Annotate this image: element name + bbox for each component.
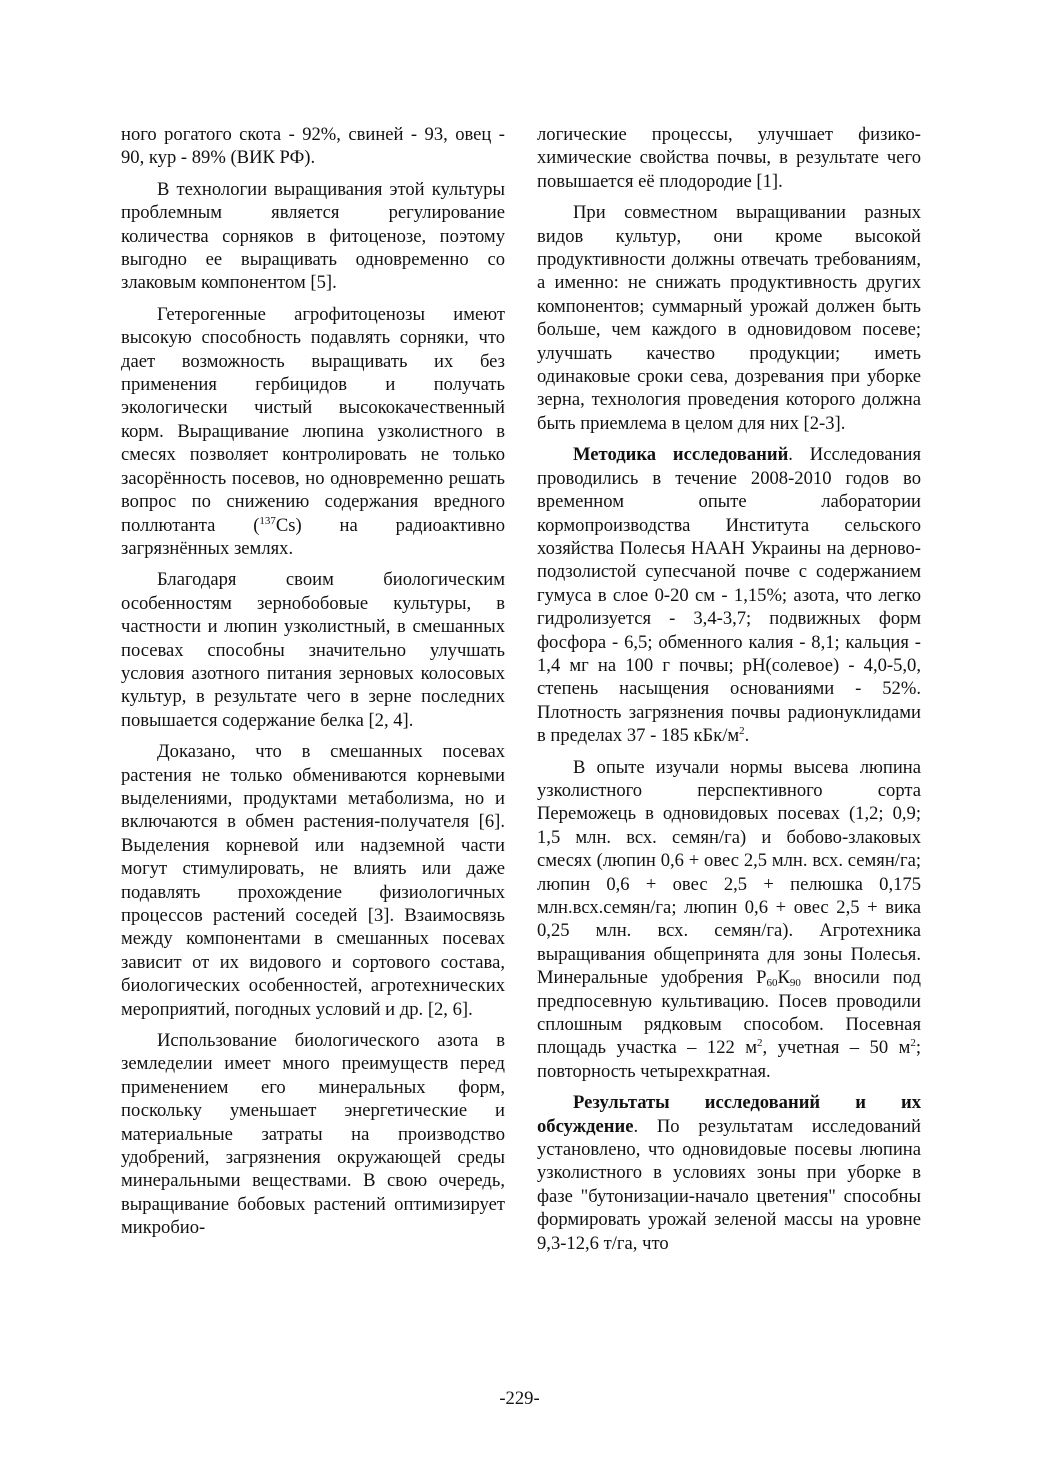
page-number: -229- xyxy=(499,1388,540,1409)
superscript: 137 xyxy=(259,514,276,527)
paragraph: Благодаря своим биологическим особенностям зернобобовые культуры, в частности и люпин узколистный, в смешанных посевах способны значительно улучшать условия азотного питания зерновых колосовых культур, в результате чего в зерне последних повышается содержание белка [2, 4]. xyxy=(121,569,505,731)
paragraph-text: К xyxy=(777,967,790,989)
paragraph xyxy=(537,756,921,1084)
paragraph-text: Cs) на радиоактивно загрязнённых землях. xyxy=(121,514,505,559)
subscript: 60 xyxy=(766,977,778,990)
paragraph: Использование биологического азота в земледелии имеет много преимуществ перед применением его минеральных форм, поскольку уменьшает энергетические и материальные затраты на производство удобрений, загрязнения окружающей среды минеральными веществами. В свою очередь, выращивание бобовых растений оптимизирует микробио- xyxy=(121,1030,505,1239)
paragraph-text: вносили под предпосевную культивацию. Посев проводили сплошным рядковым способом. Посевная площадь участка – 122 м xyxy=(537,967,921,1059)
left-column xyxy=(121,123,505,1248)
paragraph-text: . По результатам исследований установлено, что одновидовые посевы люпина узколистного в условиях зоны при уборке в фазе "бутонизации-начало цветения" способны формировать урожай зеленой массы на уровне 9,3-12,6 т/га, что xyxy=(537,1115,921,1254)
paragraph-text: . xyxy=(744,725,750,747)
paragraph: логические процессы, улучшает физико-химические свойства почвы, в результате чего повышается её плодородие [1]. xyxy=(537,124,921,192)
paragraph: При совместном выращивании разных видов культур, они кроме высокой продуктивности должны отвечать требованиям, а именно: не снижать продуктивность других компонентов; суммарный урожай должен быть больше, чем каждого в одновидовом посеве; улучшать качество продукции; иметь одинаковые сроки сева, дозревания при уборке зерна, технология проведения которого должна быть приемлема в целом для них [2-3]. xyxy=(537,202,921,434)
section-heading: Результаты исследований и их обсуждение xyxy=(537,1092,921,1137)
paragraph-text: , учетная – 50 м xyxy=(762,1037,911,1059)
superscript: 2 xyxy=(757,1037,763,1050)
paragraph xyxy=(537,443,921,747)
paragraph: В технологии выращивания этой культуры проблемным является регулирование количества сорняков в фитоценозе, поэтому выгодно ее выращивать одновременно со злаковым компонентом [5]. xyxy=(121,178,505,294)
paragraph-text: . Исследования проводились в течение 2008-2010 годов во временном опыте лаборатории кормопроизводства Института сельского хозяйства Полесья НААН Украины на дерново-подзолистой супесчаной почве с содержанием гумуса в слое 0-20 см - 1,15%; азота, что легко гидролизуется - 3,4-3,7; подвижных форм фосфора - 6,5; обменного калия - 8,1; кальция - 1,4 мг на 100 г почвы; рН(солевое) - 4,0-5,0, степень насыщения основаниями - 52%. Плотность загрязнения почвы радионуклидами в пределах 37 - 185 кБк/м xyxy=(537,444,921,747)
paragraph-text: В опыте изучали нормы высева люпина узколистного перспективного сорта Переможець в одновидовых посевах (1,2; 0,9; 1,5 млн. всх. семян/га) и бобово-злаковых смесях (люпин 0,6 + овес 2,5 млн. всх. семян/га; люпин 0,6 + овес 2,5 + пелюшка 0,175 млн.всх.семян/га; люпин 0,6 + овес 2,5 + вика 0,25 млн. всх. семян/га). Агротехника выращивания общепринята для зоны Полесья. Минеральные удобрения Р xyxy=(537,756,921,989)
paragraph xyxy=(121,303,505,560)
superscript: 2 xyxy=(739,725,745,738)
subscript: 90 xyxy=(789,977,801,990)
paragraph-text: Гетерогенные агрофитоценозы имеют высокую способность подавлять сорняки, что дает возможность выращивать их без применения гербицидов и получать экологически чистый высококачественный корм. Выращивание люпина узколистного в смесях позволяет контролировать не только засорённость посевов, но одновременно решать вопрос по снижению содержания вредного поллютанта ( xyxy=(121,303,505,536)
paragraph-text: ; повторность четырехкратная. xyxy=(537,1037,922,1082)
right-column xyxy=(537,123,921,1263)
paragraph: Доказано, что в смешанных посевах растения не только обмениваются корневыми выделениями, продуктами метаболизма, но и включаются в обмен растения-получателя [6]. Выделения корневой или надземной части могут стимулировать, не влиять или даже подавлять прохождение физиологичных процессов растений соседей [3]. Взаимосвязь между компонентами в смешанных посевах зависит от их видового и сортового состава, биологических особенностей, агротехнических мероприятий, погодных условий и др. [2, 6]. xyxy=(121,741,505,1020)
superscript: 2 xyxy=(910,1037,916,1050)
section-heading: Методика исследований xyxy=(573,444,789,466)
paragraph xyxy=(537,1091,921,1255)
paragraph: ного рогатого скота - 92%, свиней - 93, овец - 90, кур - 89% (ВИК РФ). xyxy=(121,124,505,169)
